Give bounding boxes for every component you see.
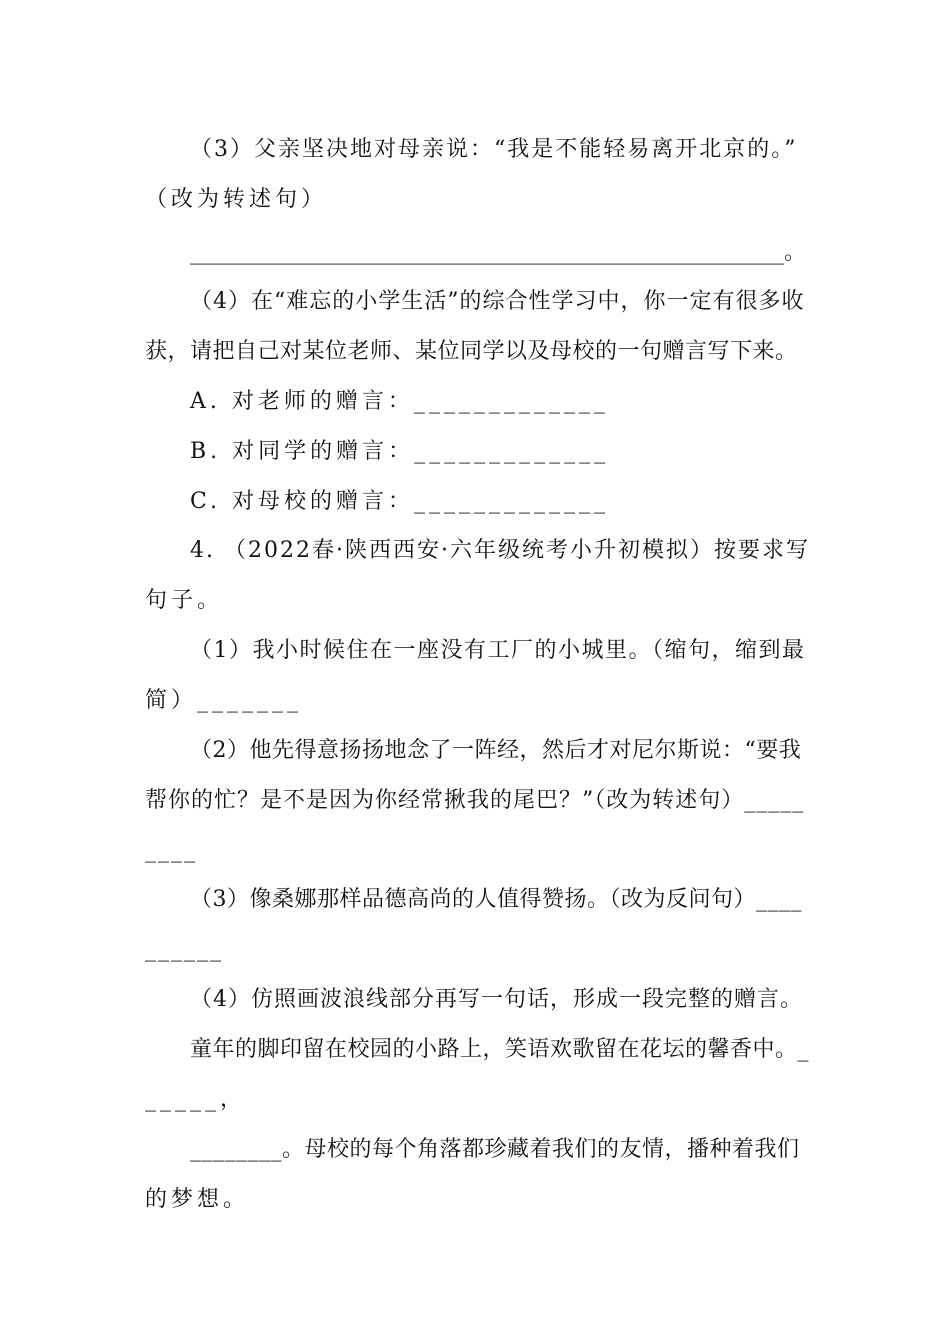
answer-blank: ____ xyxy=(145,838,197,863)
text-line: （改为转述句） xyxy=(145,187,328,212)
text-line: 的梦想。 xyxy=(145,1187,250,1212)
text-line: （4）仿照画波浪线部分再写一句话，形成一段完整的赠言。 xyxy=(190,987,803,1012)
text-line: （1）我小时候住在一座没有工厂的小城里。（缩句，缩到最 xyxy=(190,638,806,663)
text-line: 帮你的忙？是不是因为你经常揪我的尾巴？”（改为转述句）_____ xyxy=(145,788,805,813)
text-line: _____， xyxy=(145,1087,247,1112)
option-a-line: A. 对老师的赠言：_____________ xyxy=(190,389,609,414)
text-line: （4）在“难忘的小学生活”的综合性学习中，你一定有很多收 xyxy=(190,289,805,314)
text-line: ________。母校的每个角落都珍藏着我们的友情，播种着我们 xyxy=(190,1137,800,1162)
option-c-line: C. 对母校的赠言：_____________ xyxy=(190,489,610,514)
option-b-line: B. 对同学的赠言：_____________ xyxy=(190,439,610,464)
text-line: （3）像桑娜那样品德高尚的人值得赞扬。（改为反问句）____ xyxy=(190,887,802,912)
answer-blank: ______________________________________________________。 xyxy=(190,240,807,265)
answer-blank: ______ xyxy=(145,937,223,962)
text-line: 简）_______ xyxy=(145,688,303,713)
text-line: 童年的脚印留在校园的小路上，笑语欢歌留在花坛的馨香中。_ xyxy=(190,1037,810,1062)
text-line: 句子。 xyxy=(145,588,224,613)
text-line: （3）父亲坚决地对母亲说：“我是不能轻易离开北京的。” xyxy=(190,137,798,162)
text-line: （2）他先得意扬扬地念了一阵经，然后才对尼尔斯说：“要我 xyxy=(190,738,802,763)
text-line: 获，请把自己对某位老师、某位同学以及母校的一句赠言写下来。 xyxy=(145,339,798,364)
question-heading: 4. （2022春·陕西西安·六年级统考小升初模拟）按要求写 xyxy=(190,538,810,563)
